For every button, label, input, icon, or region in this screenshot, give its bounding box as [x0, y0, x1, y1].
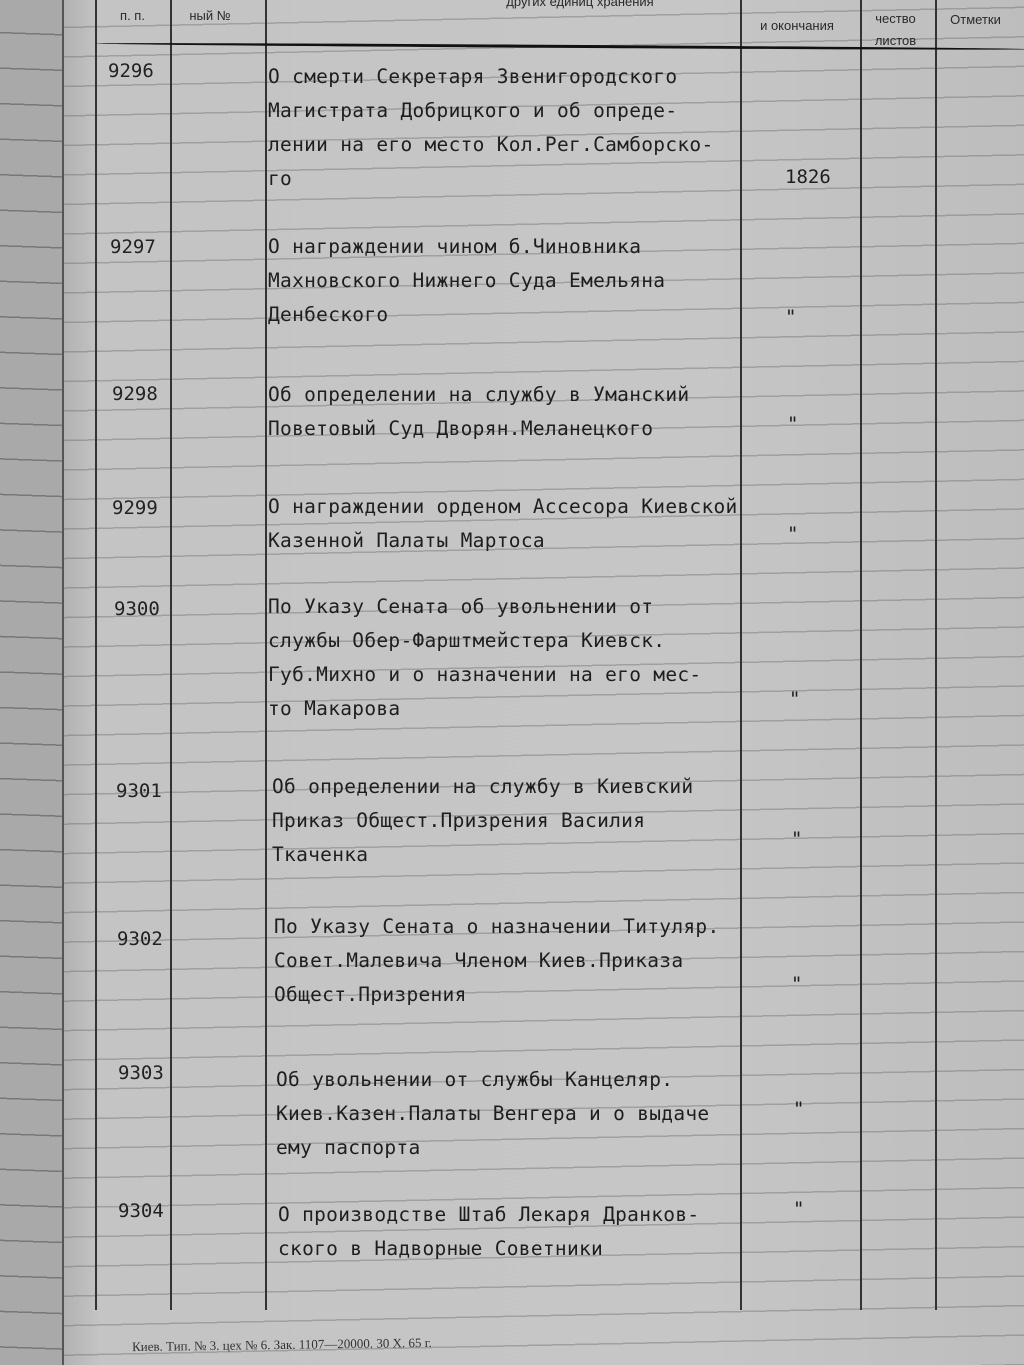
entry-date: "	[793, 1198, 805, 1220]
column-divider	[95, 0, 97, 1310]
header-inventory: ный №	[189, 8, 231, 23]
entry-number: 9297	[110, 236, 156, 258]
entry-date: "	[789, 688, 801, 710]
entry-number: 9302	[117, 928, 163, 950]
entry-number: 9301	[116, 780, 162, 802]
column-divider	[265, 0, 267, 1310]
entry-number: 9296	[108, 60, 154, 82]
entry-number: 9303	[118, 1062, 164, 1084]
entry-title: Об увольнении от службы Канцеляр. Киев.Казен.Палаты Венгера и о выдаче ему паспорта	[276, 1068, 710, 1159]
column-divider	[740, 0, 742, 1310]
entry-number: 9300	[114, 598, 160, 620]
entry-title: Об определении на службу в Уманский Поветовый Суд Дворян.Меланецкого	[268, 383, 690, 440]
column-divider	[170, 0, 172, 1310]
header-num: п. п.	[120, 8, 145, 23]
header-title: других единиц хранения	[506, 0, 654, 9]
entry-title: О награждении чином б.Чиновника Махновского Нижнего Суда Емельяна Денбеского	[268, 235, 666, 326]
entry-title: Об определении на службу в Киевский Приказ Общест.Призрения Василия Ткаченка	[272, 775, 694, 866]
entry-date: "	[793, 1098, 805, 1120]
column-divider	[860, 0, 862, 1310]
entry-title: О производстве Штаб Лекаря Дранков- ского в Надворные Советники	[278, 1203, 700, 1260]
entry-date: "	[787, 413, 799, 435]
header-sheets: чество листов	[874, 11, 917, 48]
entry-date: "	[791, 828, 803, 850]
entry-date: "	[785, 306, 797, 328]
entry-date: "	[791, 973, 803, 995]
entry-title: По Указу Сената о назначении Титуляр. Совет.Малевича Членом Киев.Приказа Общест.Призрения	[274, 915, 720, 1006]
entry-date: 1826	[785, 166, 831, 188]
entry-title: О награждении орденом Ассесора Киевской Казенной Палаты Мартоса	[268, 495, 738, 552]
entry-title: О смерти Секретаря Звенигородского Магистрата Добрицкого и об опреде- лении на его место Кол.Рег.Самборско- го	[268, 65, 714, 190]
header-dates: и окончания	[760, 18, 834, 33]
header-notes: Отметки	[950, 12, 1001, 27]
entry-date: "	[787, 523, 799, 545]
printer-imprint: Киев. Тип. № 3. цех № 6. Зак. 1107—20000. 30 X. 65 г.	[131, 1334, 432, 1355]
facing-page-edge	[0, 0, 64, 1365]
column-divider	[935, 0, 937, 1310]
entry-number: 9304	[118, 1200, 164, 1222]
entry-title: По Указу Сената об увольнении от службы Обер-Фарштмейстера Киевск. Губ.Михно и о назначении на его мес- то Макарова	[268, 595, 702, 720]
entry-number: 9299	[112, 497, 158, 519]
entry-number: 9298	[112, 383, 158, 405]
